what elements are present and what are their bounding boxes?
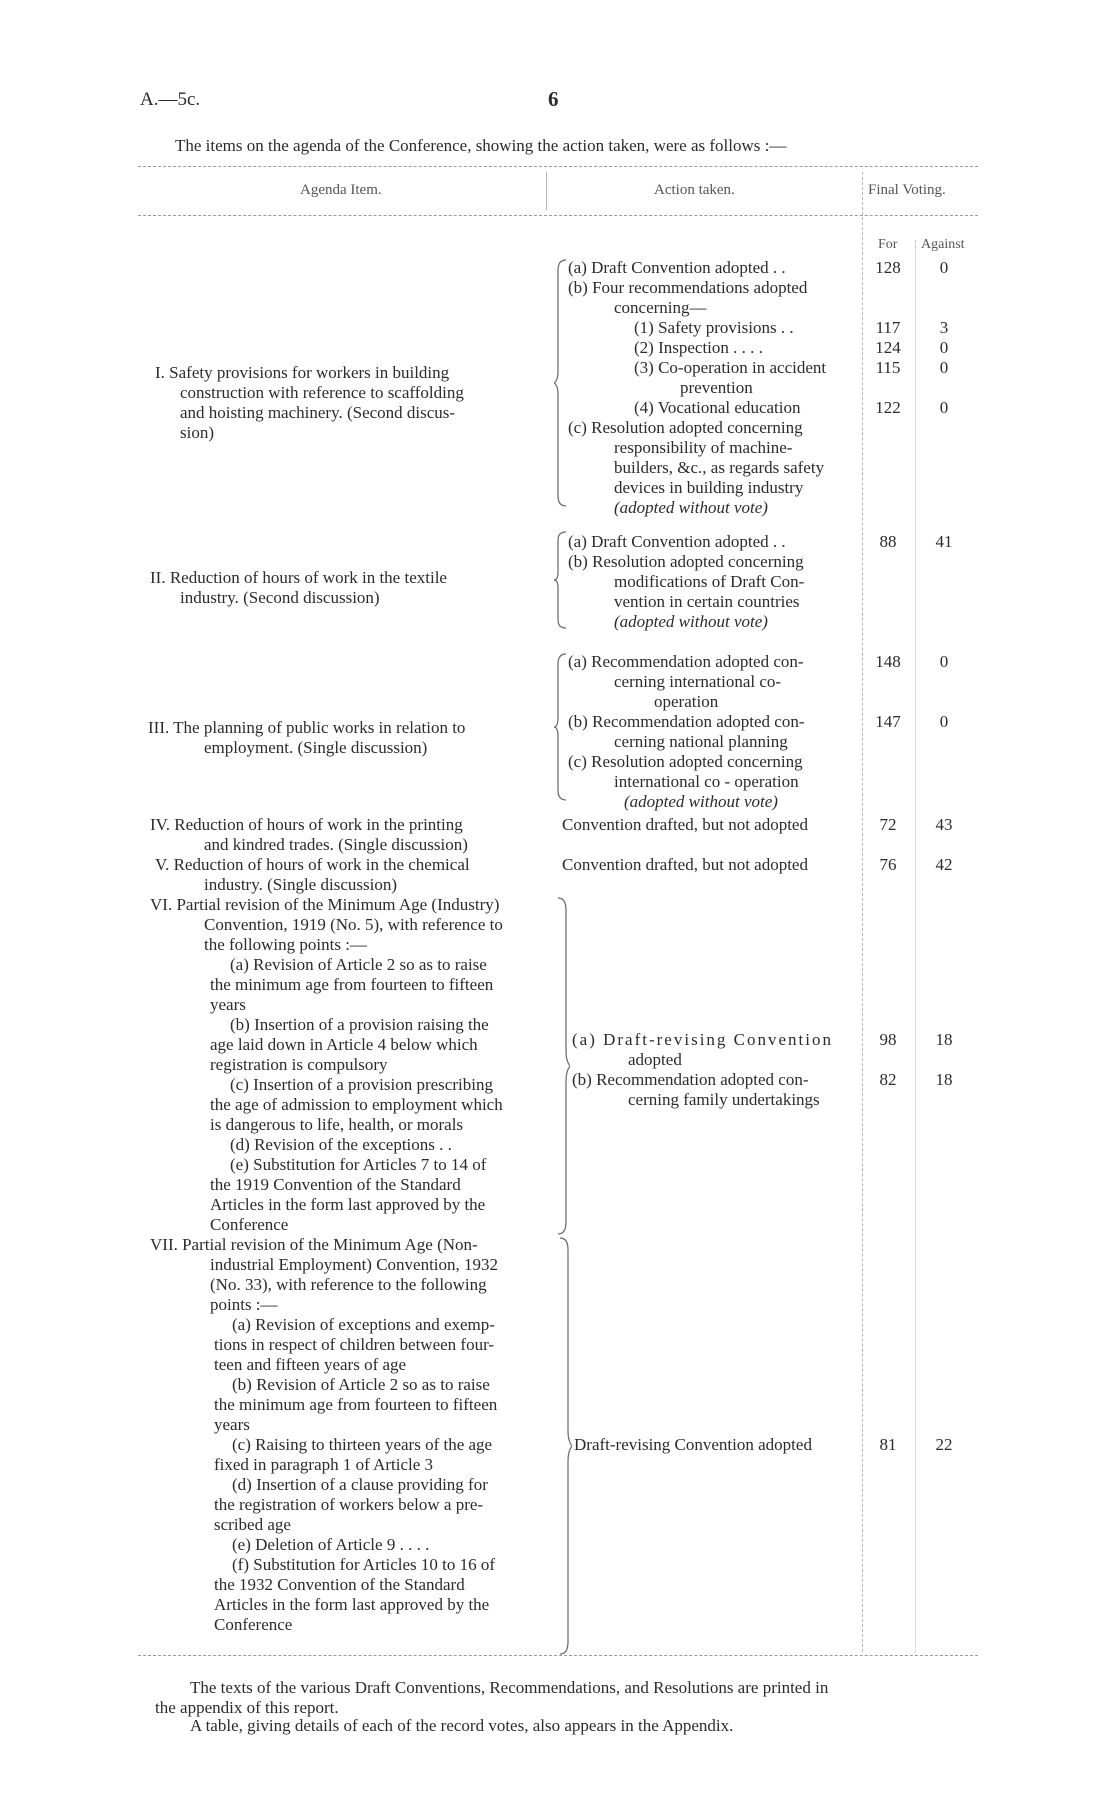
agenda-line: and kindred trades. (Single discussion): [204, 835, 468, 854]
agenda-line: Conference: [214, 1615, 293, 1634]
agenda-line: years: [214, 1415, 250, 1434]
vote-against: 22: [935, 1435, 953, 1454]
agenda-line: (d) Revision of the exceptions . .: [230, 1135, 452, 1154]
vote-against: 3: [939, 318, 949, 337]
vote-against: 18: [935, 1070, 953, 1089]
action-line: (a) Recommendation adopted con-: [568, 652, 804, 671]
action-line: (c) Resolution adopted concerning: [568, 418, 803, 437]
agenda-line: fixed in paragraph 1 of Article 3: [214, 1455, 434, 1474]
agenda-line: I. Safety provisions for workers in building: [155, 363, 450, 382]
agenda-line: industrial Employment) Convention, 1932: [210, 1255, 499, 1274]
agenda-line: registration is compulsory: [210, 1055, 388, 1074]
vote-for: 88: [879, 532, 897, 551]
action-line: modifications of Draft Con-: [614, 572, 805, 591]
agenda-line: scribed age: [214, 1515, 291, 1534]
table-header-rule: [138, 215, 978, 216]
vote-for: 115: [875, 358, 901, 377]
agenda-line: the 1932 Convention of the Standard: [214, 1575, 465, 1594]
vote-against: 18: [935, 1030, 953, 1049]
action-line: (4) Vocational education: [634, 398, 801, 417]
action-line: Convention drafted, but not adopted: [562, 855, 808, 874]
action-line: devices in building industry: [614, 478, 804, 497]
footer-note: A table, giving details of each of the record votes, also appears in the Appendix.: [190, 1716, 734, 1735]
agenda-line: teen and fifteen years of age: [214, 1355, 407, 1374]
agenda-line: (f) Substitution for Articles 10 to 16 of: [232, 1555, 496, 1574]
brace-icon: [554, 530, 568, 630]
column-divider-agenda: [546, 172, 547, 210]
vote-for: 122: [875, 398, 901, 417]
agenda-line: (a) Revision of exceptions and exemp-: [232, 1315, 495, 1334]
agenda-line: and hoisting machinery. (Second discus-: [180, 403, 456, 422]
agenda-line: industry. (Single discussion): [204, 875, 397, 894]
action-line: cerning international co-: [614, 672, 782, 691]
agenda-line: Conference: [210, 1215, 289, 1234]
vote-against: 0: [939, 338, 949, 357]
footer-note: the appendix of this report.: [155, 1698, 339, 1717]
action-line: vention in certain countries: [614, 592, 800, 611]
agenda-line: industry. (Second discussion): [180, 588, 380, 607]
agenda-line: tions in respect of children between four-: [214, 1335, 495, 1354]
agenda-line: (a) Revision of Article 2 so as to raise: [230, 955, 487, 974]
agenda-line: Convention, 1919 (No. 5), with reference to: [204, 915, 503, 934]
agenda-line: (d) Insertion of a clause providing for: [232, 1475, 488, 1494]
agenda-line: years: [210, 995, 246, 1014]
page-number: 6: [548, 87, 559, 111]
action-line: adopted: [628, 1050, 682, 1069]
action-line: concerning—: [614, 298, 707, 317]
agenda-line: (b) Revision of Article 2 so as to raise: [232, 1375, 490, 1394]
agenda-line: VII. Partial revision of the Minimum Age (Non-: [150, 1235, 478, 1254]
action-line: (b) Four recommendations adopted: [568, 278, 808, 297]
action-line: (b) Resolution adopted concerning: [568, 552, 804, 571]
brace-icon: [558, 1236, 572, 1656]
agenda-line: sion): [180, 423, 214, 442]
action-line: (c) Resolution adopted concerning: [568, 752, 803, 771]
agenda-line: III. The planning of public works in relation to: [148, 718, 466, 737]
agenda-line: construction with reference to scaffolding: [180, 383, 464, 402]
agenda-line: Articles in the form last approved by the: [210, 1195, 486, 1214]
footer-note: The texts of the various Draft Conventions, Recommendations, and Resolutions are printed in: [190, 1678, 829, 1697]
vote-for: 124: [875, 338, 901, 357]
header-agenda-item: Agenda Item.: [300, 182, 382, 198]
header-action-taken: Action taken.: [654, 182, 735, 198]
brace-icon: [554, 258, 568, 508]
vote-for: 148: [875, 652, 901, 671]
vote-for: 81: [879, 1435, 897, 1454]
action-line: (2) Inspection . . . .: [634, 338, 763, 357]
action-line: (b) Recommendation adopted con-: [568, 712, 805, 731]
action-line: Convention drafted, but not adopted: [562, 815, 808, 834]
action-line: operation: [654, 692, 719, 711]
action-line: Draft-revising Convention adopted: [574, 1435, 812, 1454]
action-line: cerning family undertakings: [628, 1090, 820, 1109]
action-line: (3) Co-operation in accident: [634, 358, 827, 377]
page-reference: A.—5c.: [140, 89, 201, 110]
action-line: (b) Recommendation adopted con-: [572, 1070, 809, 1089]
agenda-line: II. Reduction of hours of work in the textile: [150, 568, 447, 587]
vote-for: 76: [879, 855, 897, 874]
vote-against: 43: [935, 815, 953, 834]
vote-against: 41: [935, 532, 953, 551]
vote-against: 0: [939, 712, 949, 731]
agenda-line: (c) Insertion of a provision prescribing: [230, 1075, 493, 1094]
table-top-rule: [138, 166, 978, 167]
agenda-line: is dangerous to life, health, or morals: [210, 1115, 464, 1134]
agenda-line: the minimum age from fourteen to fifteen: [214, 1395, 498, 1414]
action-line: (adopted without vote): [624, 792, 778, 811]
action-line: cerning national planning: [614, 732, 788, 751]
vote-against: 0: [939, 398, 949, 417]
vote-against: 0: [939, 652, 949, 671]
brace-icon: [556, 896, 570, 1236]
action-line: builders, &c., as regards safety: [614, 458, 825, 477]
action-line: (a) Draft-revising Convention: [572, 1030, 833, 1049]
column-divider-action: [862, 172, 863, 1652]
action-line: (a) Draft Convention adopted . .: [568, 258, 786, 277]
header-final-voting: Final Voting.: [868, 182, 946, 198]
agenda-line: Articles in the form last approved by the: [214, 1595, 490, 1614]
agenda-line: the 1919 Convention of the Standard: [210, 1175, 461, 1194]
agenda-line: (e) Substitution for Articles 7 to 14 of: [230, 1155, 487, 1174]
agenda-line: the following points :—: [204, 935, 367, 954]
intro-text: The items on the agenda of the Conference, showing the action taken, were as follows :—: [175, 136, 787, 155]
vote-for: 72: [879, 815, 897, 834]
agenda-line: the registration of workers below a pre-: [214, 1495, 484, 1514]
brace-icon: [554, 652, 568, 802]
agenda-line: VI. Partial revision of the Minimum Age (Industry): [150, 895, 500, 914]
vote-for: 82: [879, 1070, 897, 1089]
agenda-line: V. Reduction of hours of work in the chemical: [155, 855, 470, 874]
vote-for: 98: [879, 1030, 897, 1049]
column-divider-votes: [915, 240, 916, 1652]
agenda-line: (No. 33), with reference to the following: [210, 1275, 487, 1294]
agenda-line: age laid down in Article 4 below which: [210, 1035, 478, 1054]
vote-against: 42: [935, 855, 953, 874]
vote-against: 0: [939, 258, 949, 277]
action-line: (adopted without vote): [614, 612, 768, 631]
vote-against: 0: [939, 358, 949, 377]
agenda-line: (e) Deletion of Article 9 . . . .: [232, 1535, 430, 1554]
action-line: (a) Draft Convention adopted . .: [568, 532, 786, 551]
agenda-line: (c) Raising to thirteen years of the age: [232, 1435, 493, 1454]
header-against: Against: [921, 237, 965, 252]
agenda-line: the minimum age from fourteen to fifteen: [210, 975, 494, 994]
header-for: For: [878, 237, 898, 252]
vote-for: 147: [875, 712, 901, 731]
action-line: responsibility of machine-: [614, 438, 793, 457]
vote-for: 117: [875, 318, 901, 337]
vote-for: 128: [875, 258, 901, 277]
action-line: prevention: [680, 378, 753, 397]
agenda-line: points :—: [210, 1295, 278, 1314]
agenda-line: the age of admission to employment which: [210, 1095, 503, 1114]
agenda-line: (b) Insertion of a provision raising the: [230, 1015, 489, 1034]
action-line: (1) Safety provisions . .: [634, 318, 794, 337]
agenda-line: IV. Reduction of hours of work in the printing: [150, 815, 463, 834]
action-line: international co - operation: [614, 772, 799, 791]
action-line: (adopted without vote): [614, 498, 768, 517]
agenda-line: employment. (Single discussion): [204, 738, 428, 757]
